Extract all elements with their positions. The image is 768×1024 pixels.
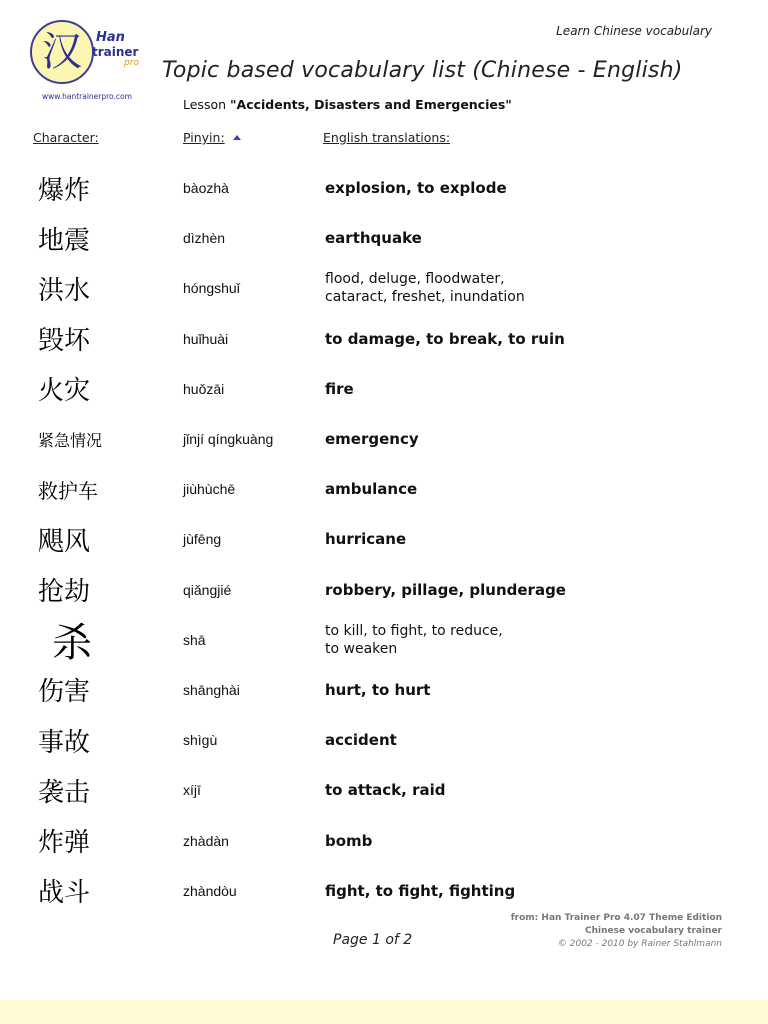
english-line-2: cataract, freshet, inundation <box>325 289 525 306</box>
english-cell: explosion, to explode <box>325 179 507 198</box>
character-cell: 战斗 <box>38 878 91 909</box>
footer-band <box>0 1000 768 1024</box>
character-cell: 救护车 <box>38 478 98 503</box>
pinyin-cell: zhàndòu <box>183 882 237 899</box>
table-row <box>0 163 768 213</box>
english-cell <box>325 615 725 665</box>
pinyin-cell: qiǎngjié <box>183 581 232 598</box>
lesson-prefix: Lesson <box>183 97 231 112</box>
english-line-2: to weaken <box>325 640 398 657</box>
table-row <box>0 765 768 815</box>
table-row <box>0 665 768 715</box>
table-row <box>0 866 768 916</box>
english-cell: hurricane <box>325 530 407 549</box>
source-line-1: from: Han Trainer Pro 4.07 Theme Edition <box>510 913 722 923</box>
character-cell: 火灾 <box>38 376 91 407</box>
pinyin-cell: jùfēng <box>183 531 222 548</box>
learn-chinese-caption: Learn Chinese vocabulary <box>556 24 712 38</box>
pinyin-cell: shānghài <box>183 681 240 698</box>
pinyin-cell: huǒzāi <box>183 380 225 397</box>
table-row <box>0 715 768 765</box>
english-cell: fire <box>325 379 354 398</box>
english-cell: bomb <box>325 831 373 850</box>
logo-han-text: Han <box>96 30 125 45</box>
han-trainer-logo <box>30 20 142 104</box>
table-row <box>0 314 768 364</box>
character-cell: 杀 <box>52 620 92 667</box>
column-header-pinyin-label: Pinyin: <box>183 130 225 145</box>
column-header-pinyin[interactable] <box>183 130 241 145</box>
english-cell: emergency <box>325 430 419 449</box>
character-cell: 伤害 <box>38 677 91 708</box>
vocabulary-table <box>0 163 768 916</box>
sort-ascending-icon[interactable] <box>233 135 241 140</box>
pinyin-cell: hóngshuǐ <box>183 280 240 297</box>
pinyin-cell: dìzhèn <box>183 230 226 247</box>
table-row <box>0 414 768 464</box>
column-header-english[interactable]: English translations: <box>323 130 451 145</box>
pinyin-cell: huǐhuài <box>183 330 229 347</box>
character-cell: 毁坏 <box>38 326 91 357</box>
table-row <box>0 565 768 615</box>
logo-pro-text: pro <box>124 58 139 68</box>
character-cell: 袭击 <box>38 777 91 808</box>
english-cell: fight, to fight, fighting <box>325 881 516 900</box>
table-row <box>0 364 768 414</box>
english-cell: hurt, to hurt <box>325 680 431 699</box>
english-cell: ambulance <box>325 480 418 499</box>
pinyin-cell: shā <box>183 631 206 648</box>
english-cell: accident <box>325 731 397 750</box>
english-line-1: to kill, to fight, to reduce, <box>325 622 503 639</box>
column-header-character[interactable]: Character: <box>33 130 99 145</box>
pinyin-cell: jǐnjí qíngkuàng <box>183 431 274 448</box>
character-cell: 炸弹 <box>38 828 91 859</box>
pinyin-cell: xíjī <box>183 782 201 799</box>
character-cell: 洪水 <box>38 275 91 306</box>
pinyin-cell: jiùhùchē <box>183 481 236 498</box>
character-cell: 抢劫 <box>38 577 91 608</box>
table-row <box>0 464 768 514</box>
english-cell: to damage, to break, to ruin <box>325 329 565 348</box>
source-line-2: Chinese vocabulary trainer <box>585 926 722 936</box>
english-cell: earthquake <box>325 229 422 248</box>
page-title: Topic based vocabulary list (Chinese - English) <box>162 58 683 83</box>
character-cell: 爆炸 <box>38 175 91 206</box>
lesson-name: "Accidents, Disasters and Emergencies" <box>230 97 512 112</box>
copyright-notice: © 2002 - 2010 by Rainer Stahlmann <box>557 939 722 949</box>
table-row <box>0 514 768 564</box>
pinyin-cell: zhàdàn <box>183 832 229 849</box>
character-cell: 事故 <box>38 727 91 758</box>
english-cell: robbery, pillage, plunderage <box>325 580 566 599</box>
english-line-1: flood, deluge, floodwater, <box>325 271 505 288</box>
logo-url[interactable]: www.hantrainerpro.com <box>42 92 132 101</box>
character-cell: 地震 <box>38 225 91 256</box>
source-credit <box>511 912 722 938</box>
page-number: Page 1 of 2 <box>333 932 413 948</box>
character-cell: 飓风 <box>38 526 91 557</box>
english-cell <box>325 263 725 313</box>
table-row <box>0 815 768 865</box>
table-row <box>0 615 768 665</box>
lesson-line <box>183 97 512 112</box>
logo-trainer-text: trainer <box>92 45 139 59</box>
character-cell: 紧急情况 <box>38 430 103 450</box>
pinyin-cell: shìgù <box>183 732 218 749</box>
english-cell: to attack, raid <box>325 781 446 800</box>
pinyin-cell: bàozhà <box>183 180 229 197</box>
table-row <box>0 213 768 263</box>
table-row <box>0 263 768 313</box>
logo-glyph: 汉 <box>30 20 94 84</box>
